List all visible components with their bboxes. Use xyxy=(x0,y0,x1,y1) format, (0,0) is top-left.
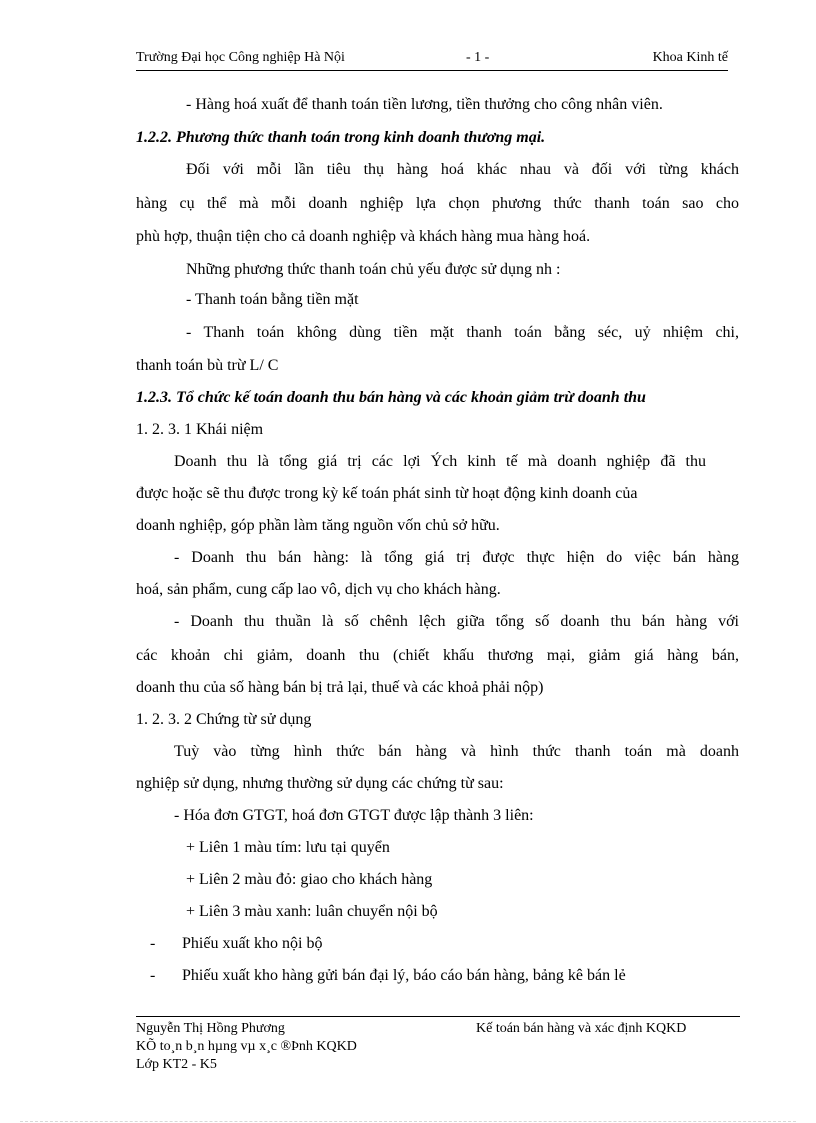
paragraph-line: thanh toán bù trừ L/ C xyxy=(136,357,279,374)
paragraph-line: phù hợp, thuận tiện cho cả doanh nghiệp và khách hàng mua hàng hoá. xyxy=(136,228,591,245)
header-page-number: - 1 - xyxy=(466,50,490,65)
subsection-heading: 1. 2. 3. 2 Chứng từ sử dụng xyxy=(136,711,312,728)
paragraph-line: các khoản chi giảm, doanh thu (chiết khấu thương mại, giảm giá hàng bán, xyxy=(136,647,739,664)
page-header xyxy=(136,50,728,71)
list-item: - Doanh thu bán hàng: là tổng giá trị được thực hiện do việc bán hàng xyxy=(174,549,739,566)
bullet-dash: - xyxy=(150,935,156,952)
list-item: - Doanh thu thuần là số chênh lệch giữa tổng số doanh thu bán hàng với xyxy=(174,613,739,630)
bullet-dash: - xyxy=(150,967,156,984)
paragraph-line: Những phương thức thanh toán chủ yếu được sử dụng nh : xyxy=(186,261,561,278)
paragraph-line: nghiệp sử dụng, nhưng thường sử dụng các chứng từ sau: xyxy=(136,775,504,792)
footer-topic-legacy: KÕ to¸n b¸n hµng vµ x¸c ®Þnh KQKD xyxy=(136,1039,357,1054)
section-heading: 1.2.2. Phương thức thanh toán trong kinh doanh thương mại. xyxy=(136,129,546,146)
paragraph-line: doanh thu của số hàng bán bị trả lại, thuế và các khoả phải nộp) xyxy=(136,679,544,696)
list-item: - Thanh toán không dùng tiền mặt thanh toán bằng séc, uỷ nhiệm chi, xyxy=(186,324,739,341)
footer-author: Nguyễn Thị Hồng Phương xyxy=(136,1021,285,1036)
footer-rule xyxy=(136,1016,740,1017)
list-item: Phiếu xuất kho nội bộ xyxy=(182,935,323,952)
paragraph-line: doanh nghiệp, góp phần làm tăng nguồn vốn chủ sở hữu. xyxy=(136,517,500,534)
list-item: Phiếu xuất kho hàng gửi bán đại lý, báo cáo bán hàng, bảng kê bán lẻ xyxy=(182,967,626,984)
header-faculty: Khoa Kinh tế xyxy=(652,50,728,65)
text-line: - Hàng hoá xuất để thanh toán tiền lương, tiền thưởng cho công nhân viên. xyxy=(186,96,663,113)
paragraph-line: hàng cụ thể mà mỗi doanh nghiệp lựa chọn phương thức thanh toán sao cho xyxy=(136,195,739,212)
paragraph-line: hoá, sản phẩm, cung cấp lao vô, dịch vụ cho khách hàng. xyxy=(136,581,501,598)
footer-class: Lớp KT2 - K5 xyxy=(136,1057,217,1072)
footer-topic: Kế toán bán hàng và xác định KQKD xyxy=(476,1021,687,1036)
section-heading: 1.2.3. Tổ chức kế toán doanh thu bán hàng và các khoản giảm trừ doanh thu xyxy=(136,389,646,406)
paragraph-line: Tuỳ vào từng hình thức bán hàng và hình thức thanh toán mà doanh xyxy=(174,743,739,760)
paragraph-line: Doanh thu là tổng giá trị các lợi Ých kinh tế mà doanh nghiệp đã thu xyxy=(174,453,706,470)
page-bottom-edge xyxy=(20,1121,796,1122)
list-item: - Hóa đơn GTGT, hoá đơn GTGT được lập thành 3 liên: xyxy=(174,807,534,824)
list-item: - Thanh toán bằng tiền mặt xyxy=(186,291,359,308)
list-item: + Liên 2 màu đỏ: giao cho khách hàng xyxy=(186,871,433,888)
list-item: + Liên 3 màu xanh: luân chuyển nội bộ xyxy=(186,903,438,920)
paragraph-line: được hoặc sẽ thu được trong kỳ kế toán phát sinh từ hoạt động kinh doanh của xyxy=(136,485,638,502)
header-school: Trường Đại học Công nghiệp Hà Nội xyxy=(136,50,345,65)
list-item: + Liên 1 màu tím: lưu tại quyển xyxy=(186,839,390,856)
subsection-heading: 1. 2. 3. 1 Khái niệm xyxy=(136,421,264,438)
paragraph-line: Đối với mỗi lần tiêu thụ hàng hoá khác nhau và đối với từng khách xyxy=(186,161,739,178)
